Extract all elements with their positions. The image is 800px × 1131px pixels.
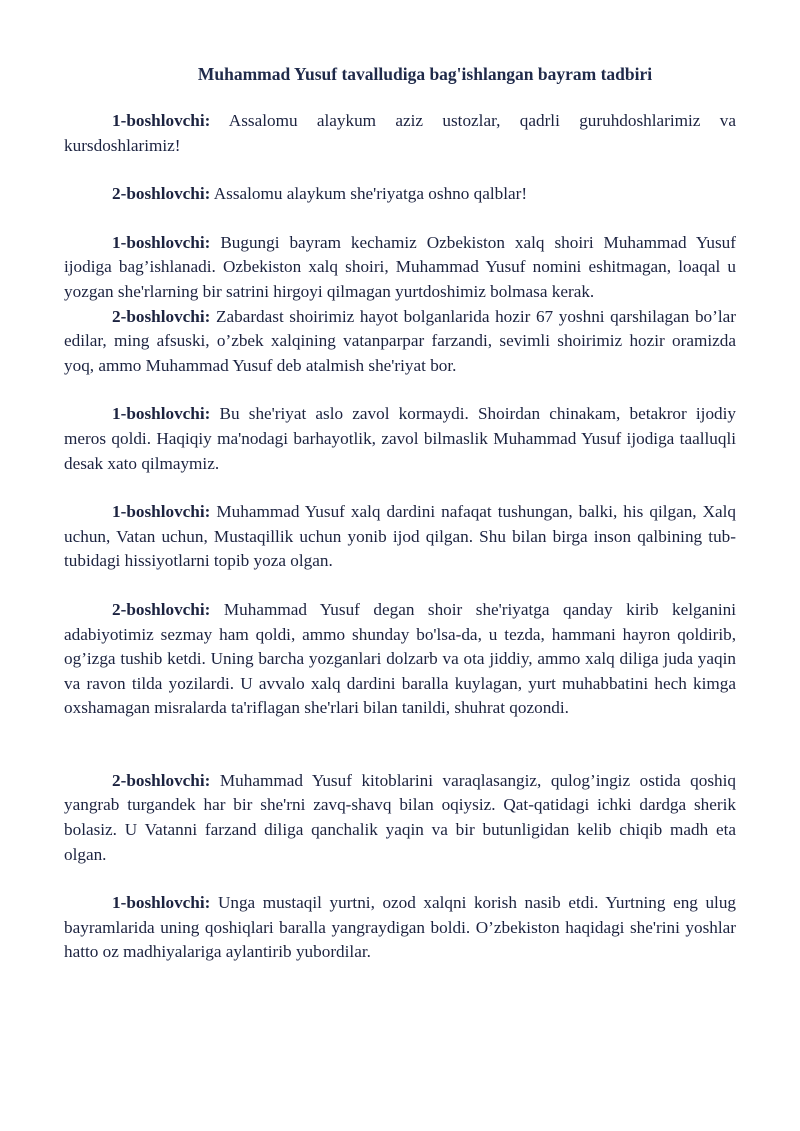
paragraph-gap	[64, 476, 736, 500]
dialogue-paragraph	[64, 598, 736, 721]
speaker-label: 2-boshlovchi:	[112, 770, 211, 790]
paragraph-text: Muhammad Yusuf kitoblarini varaqlasangiz, qulog’ingiz ostida qoshiq yangrab turgandek har bir she'rni zavq-shavq bilan oqiysiz. Qat-qatidagi ichki dardga sherik bolasiz. U Vatanni farzand diliga qanchalik yaqin va bir butunligidan kelib chiqib madh eta olgan.	[64, 770, 736, 864]
paragraph-gap	[64, 378, 736, 402]
speaker-label: 1-boshlovchi:	[112, 893, 211, 913]
speaker-label: 2-boshlovchi:	[112, 306, 211, 326]
dialogue-paragraph	[64, 769, 736, 867]
document-title: Muhammad Yusuf tavalludiga bag'ishlangan bayram tadbiri	[197, 64, 653, 84]
speaker-label: 2-boshlovchi:	[112, 599, 211, 619]
paragraph-text: Zabardast shoirimiz hayot bolganlarida hozir 67 yoshni qarshilagan bo’lar edilar, ming afsuski, o’zbek xalqining vatanparpar farzandi, sevimli shoirimiz hozir oramizda yoq, ammo Muhammad Yusuf deb atalmish she'riyat bor.	[64, 306, 736, 375]
speaker-label: 2-boshlovchi:	[112, 184, 211, 204]
paragraph-text: Muhammad Yusuf xalq dardini nafaqat tushungan, balki, his qilgan, Xalq uchun, Vatan uchun, Mustaqillik uchun yonib ijod qilgan. Shu bilan birga inson qalbining tub-tubidagi hissiyotlarni topib yoza olgan.	[64, 502, 737, 571]
paragraph-text: Assalomu alaykum she'riyatga oshno qalblar!	[213, 184, 528, 204]
dialogue-paragraph	[64, 231, 736, 305]
paragraph-gap	[64, 158, 736, 182]
paragraph-gap	[64, 867, 736, 891]
dialogue-paragraph	[64, 500, 736, 574]
paragraph-text: Assalomu alaykum aziz ustozlar, qadrli guruhdoshlarimiz va kursdoshlarimiz!	[64, 111, 736, 155]
dialogue-paragraph	[64, 182, 736, 207]
dialogue-paragraph	[64, 891, 736, 965]
document-page	[64, 62, 736, 965]
paragraph-text: Muhammad Yusuf degan shoir she'riyatga qanday kirib kelganini adabiyotimiz sezmay ham qoldi, ammo shunday bo'lsa-da, u tezda, hammani hayron qoldirib, og’izga tushib ketdi. Uning barcha yozganlari dolzarb va ota jiddiy, ammo xalq diliga juda yaqin va ravon tilda yozilardi. U avvalo xalq dardini baralla kuylagan, yurt muhabbatini hech kimga oxshamagan misralarda ta'riflagan she'rlari bilan tanildi, shuhrat qozondi.	[64, 599, 737, 718]
paragraph-text: Bugungi bayram kechamiz Ozbekiston xalq shoiri Muhammad Yusuf ijodiga bag’ishlanadi. Ozbekiston xalq shoiri, Muhammad Yusuf nomini eshitmagan, loaqal u yozgan she'rlarning bir satrini hirgoyi qilmagan yurtdoshimiz bolmasa kerak.	[64, 232, 736, 301]
dialogue-paragraph	[64, 402, 736, 476]
paragraph-gap	[64, 721, 736, 769]
speaker-label: 1-boshlovchi:	[112, 502, 211, 522]
paragraph-gap	[64, 574, 736, 598]
paragraph-text: Bu she'riyat aslo zavol kormaydi. Shoirdan chinakam, betakror ijodiy meros qoldi. Haqiqiy ma'nodagi barhayotlik, zavol bilmaslik Muhammad Yusuf ijodiga taalluqli desak xato qilmaymiz.	[64, 404, 736, 473]
dialogue-paragraph	[64, 109, 736, 158]
paragraph-gap	[64, 207, 736, 231]
speaker-label: 1-boshlovchi:	[112, 404, 211, 424]
speaker-label: 1-boshlovchi:	[112, 111, 211, 130]
dialogue-paragraph	[64, 305, 736, 379]
paragraph-text: Unga mustaqil yurtni, ozod xalqni korish nasib etdi. Yurtning eng ulug bayramlarida uning qoshiqlari baralla yangraydigan boldi. O’zbekiston haqidagi she'rini yoshlar hatto oz madhiyalariga aylantirib yubordilar.	[64, 893, 737, 962]
speaker-label: 1-boshlovchi:	[112, 232, 211, 252]
